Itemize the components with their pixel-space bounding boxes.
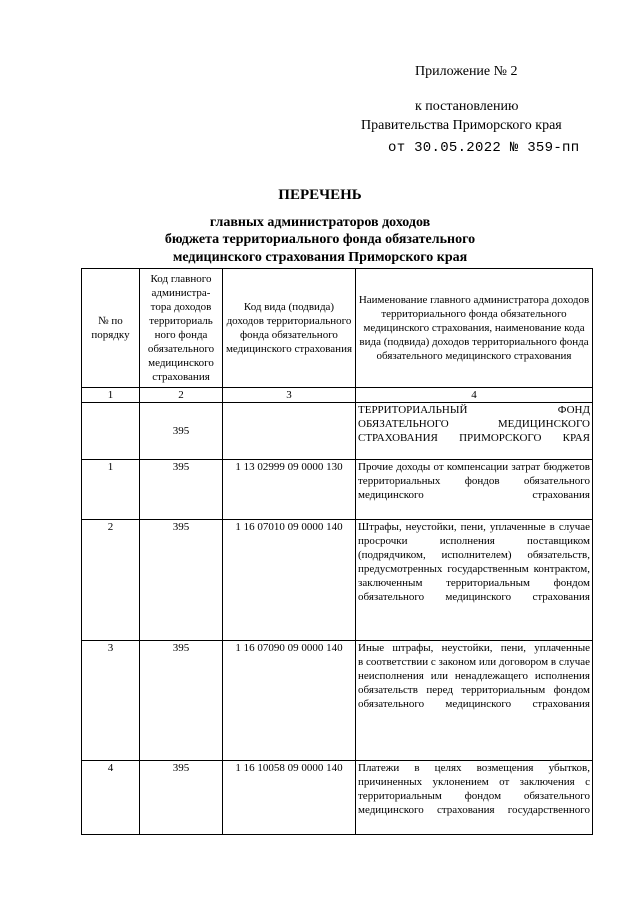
column-number: 1 bbox=[82, 388, 140, 403]
header-income-code: Код вида (подвида) доходов территориального фонда обязательного медицинского страхования bbox=[223, 269, 356, 388]
income-code: 1 16 10058 09 0000 140 bbox=[223, 761, 356, 835]
income-code: 1 13 02999 09 0000 130 bbox=[223, 460, 356, 520]
row-name: Штрафы, неустойки, пени, уплаченные в случае просрочки исполнения поставщиком (подрядчиком, исполнителем) обязательств, предусмотренных государственным контрактом, заключенным территориальным фондом обязательного медицинского страхования bbox=[356, 520, 593, 641]
table-row bbox=[82, 761, 593, 835]
admin-code: 395 bbox=[140, 403, 223, 460]
admin-code: 395 bbox=[140, 460, 223, 520]
table-row bbox=[82, 403, 593, 460]
admin-code: 395 bbox=[140, 761, 223, 835]
administrators-table bbox=[81, 268, 593, 835]
income-code: 1 16 07090 09 0000 140 bbox=[223, 641, 356, 761]
row-number: 1 bbox=[82, 460, 140, 520]
row-number: 3 bbox=[82, 641, 140, 761]
column-number: 2 bbox=[140, 388, 223, 403]
appendix-label: Приложение № 2 bbox=[415, 64, 518, 79]
title-line-1: главных администраторов доходов bbox=[209, 215, 431, 230]
table-header-row bbox=[82, 269, 593, 388]
row-name-line: Иные штрафы, неустойки, пени, уплаченные bbox=[358, 642, 590, 654]
row-name: ТЕРРИТОРИАЛЬНЫЙ ФОНД ОБЯЗАТЕЛЬНОГО МЕДИЦИНСКОГО СТРАХОВАНИЯ ПРИМОРСКОГО КРАЯ bbox=[356, 403, 593, 460]
admin-code: 395 bbox=[140, 641, 223, 761]
table-row bbox=[82, 460, 593, 520]
income-code: 1 16 07010 09 0000 140 bbox=[223, 520, 356, 641]
table-row bbox=[82, 641, 593, 761]
income-code bbox=[223, 403, 356, 460]
header-admin-code: Код главного администра- тора доходов территориаль ного фонда обязательного медицинского страхования bbox=[140, 269, 223, 388]
row-name: Платежи в целях возмещения убытков, причиненных уклонением от заключения с территориальным фондом обязательного медицинского страхования государственного bbox=[356, 761, 593, 835]
row-number: 4 bbox=[82, 761, 140, 835]
page-title: ПЕРЕЧЕНЬ bbox=[278, 187, 362, 203]
header-name: Наименование главного администратора доходов территориального фонда обязательного медицинского страхования, наименование кода вида (подвида) доходов территориального фонда обязательного медицинского страхования bbox=[356, 269, 593, 388]
column-number-row bbox=[82, 388, 593, 403]
column-number: 4 bbox=[356, 388, 593, 403]
resolution-label: к постановлению bbox=[415, 99, 519, 114]
admin-code: 395 bbox=[140, 520, 223, 641]
row-name: Прочие доходы от компенсации затрат бюджетов территориальных фондов обязательного медицинского страхования bbox=[356, 460, 593, 520]
column-number: 3 bbox=[223, 388, 356, 403]
table-row bbox=[82, 520, 593, 641]
row-name bbox=[356, 641, 593, 761]
row-number bbox=[82, 403, 140, 460]
header-number: № по порядку bbox=[82, 269, 140, 388]
row-number: 2 bbox=[82, 520, 140, 641]
date-number-stamp: от 30.05.2022 № 359-пп bbox=[388, 140, 580, 156]
title-line-2: бюджета территориального фонда обязательного bbox=[164, 232, 476, 247]
title-line-3: медицинского страхования Приморского края bbox=[172, 250, 468, 265]
row-name-line: в соответствии с законом или договором в случае неисполнения или ненадлежащего исполнения обязательств перед территориальным фондом обязательного медицинского страхования bbox=[358, 656, 590, 710]
government-label: Правительства Приморского края bbox=[361, 118, 562, 133]
